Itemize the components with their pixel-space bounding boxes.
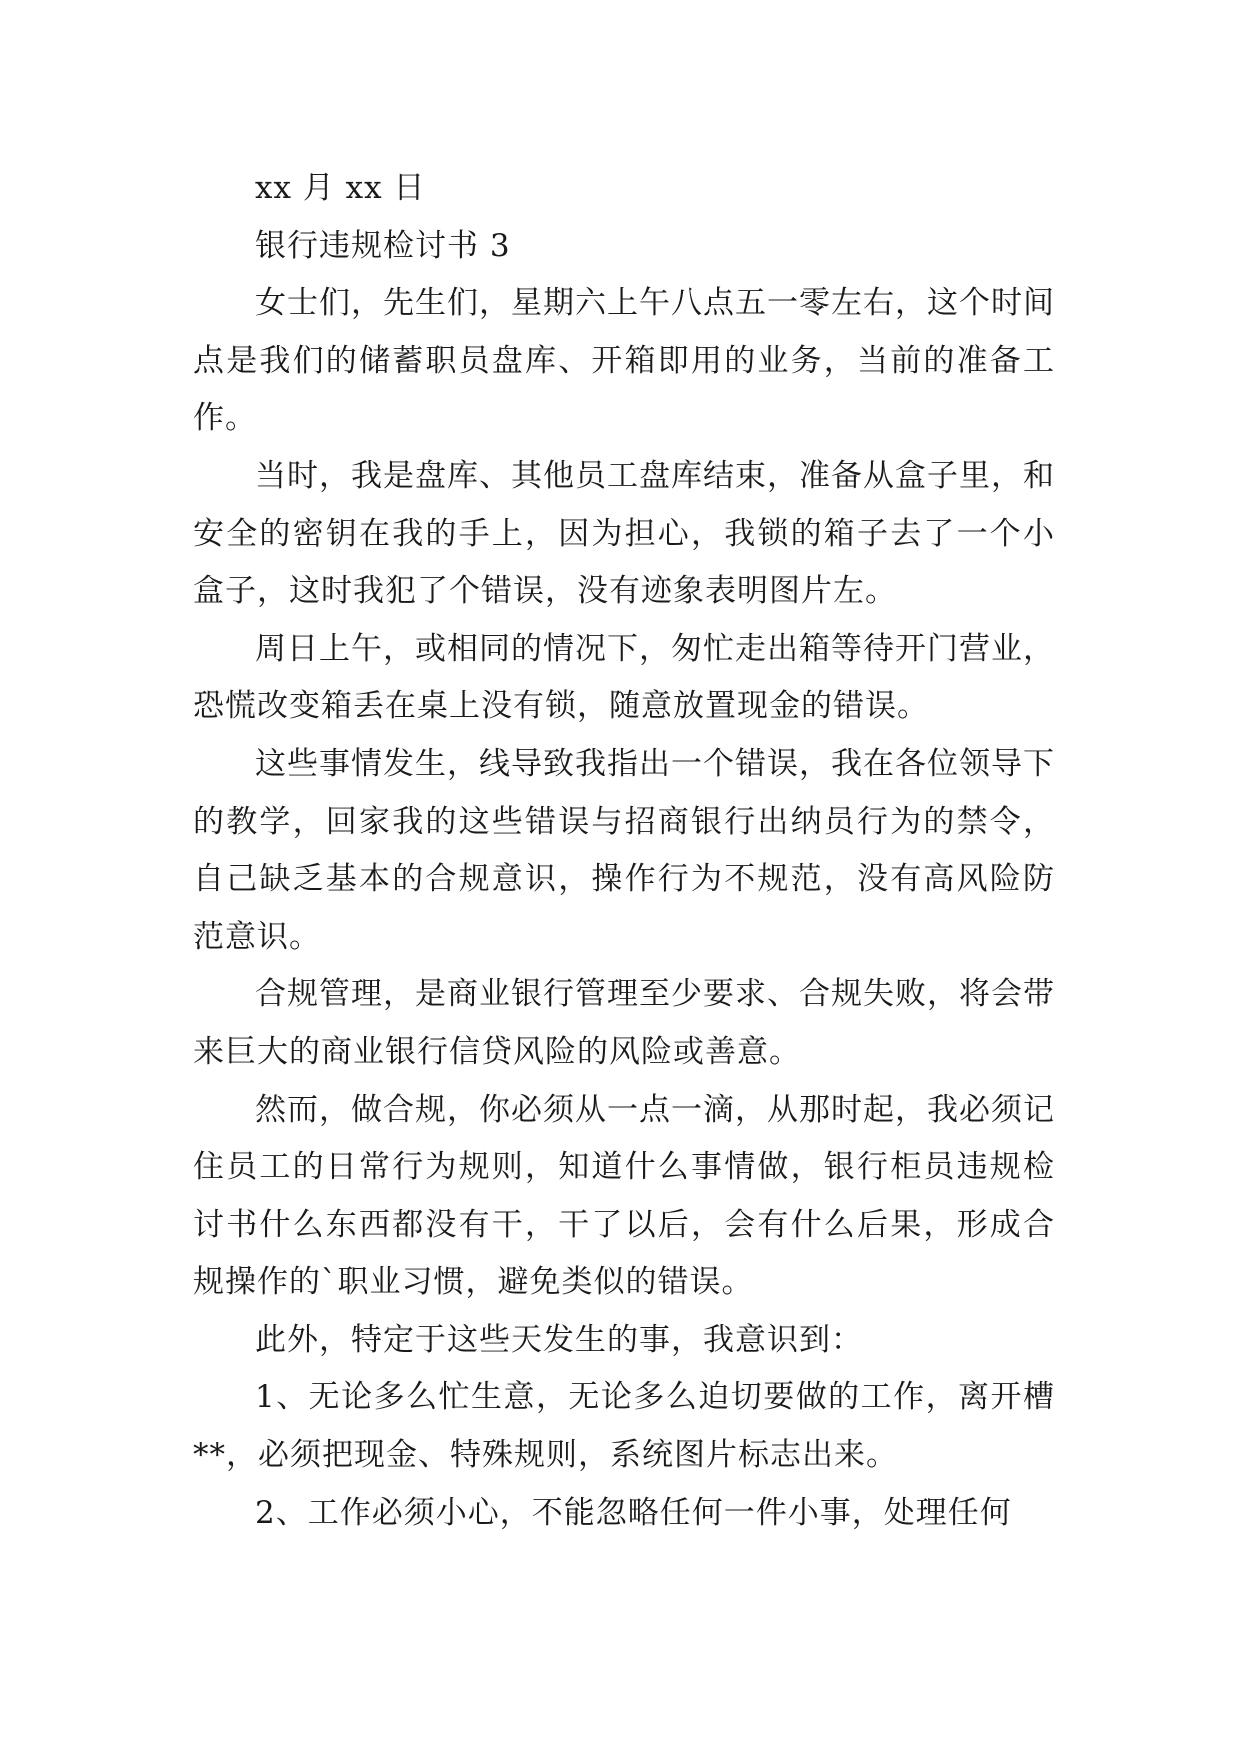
paragraph: 此外，特定于这些天发生的事，我意识到： [255, 1321, 863, 1358]
paragraph: 这些事情发生，线导致我指出一个错误，我在各位领导下的教学，回家我的这些错误与招商银行出纳员行为的禁令，自己缺乏基本的合规意识，操作行为不规范，没有高风险防范意识。 [193, 745, 1055, 955]
paragraph: 然而，做合规，你必须从一点一滴，从那时起，我必须记住员工的日常行为规则，知道什么事情做，银行柜员违规检讨书什么东西都没有干，干了以后，会有什么后果，形成合规操作的`职业习惯，避免类似的错误。 [193, 1091, 1055, 1301]
list-item: 1、无论多么忙生意，无论多么迫切要做的工作，离开槽**，必须把现金、特殊规则，系统图片标志出来。 [193, 1379, 1055, 1474]
list-item: 2、工作必须小心，不能忽略任何一件小事，处理任何 [255, 1494, 1012, 1531]
document-body [193, 160, 1055, 1542]
paragraph: 合规管理，是商业银行管理至少要求、合规失败，将会带来巨大的商业银行信贷风险的风险或善意。 [193, 976, 1055, 1070]
document-heading: 银行违规检讨书 3 [255, 227, 511, 264]
paragraph: 当时，我是盘库、其他员工盘库结束，准备从盒子里，和安全的密钥在我的手上，因为担心，我锁的箱子去了一个小盒子，这时我犯了个错误，没有迹象表明图片左。 [193, 457, 1055, 610]
date-line: xx 月 xx 日 [255, 170, 426, 206]
paragraph: 女士们，先生们，星期六上午八点五一零左右，这个时间点是我们的储蓄职员盘库、开箱即用的业务，当前的准备工作。 [193, 285, 1055, 437]
paragraph: 周日上午，或相同的情况下，匆忙走出箱等待开门营业，恐慌改变箱丢在桌上没有锁，随意放置现金的错误。 [193, 630, 1055, 725]
